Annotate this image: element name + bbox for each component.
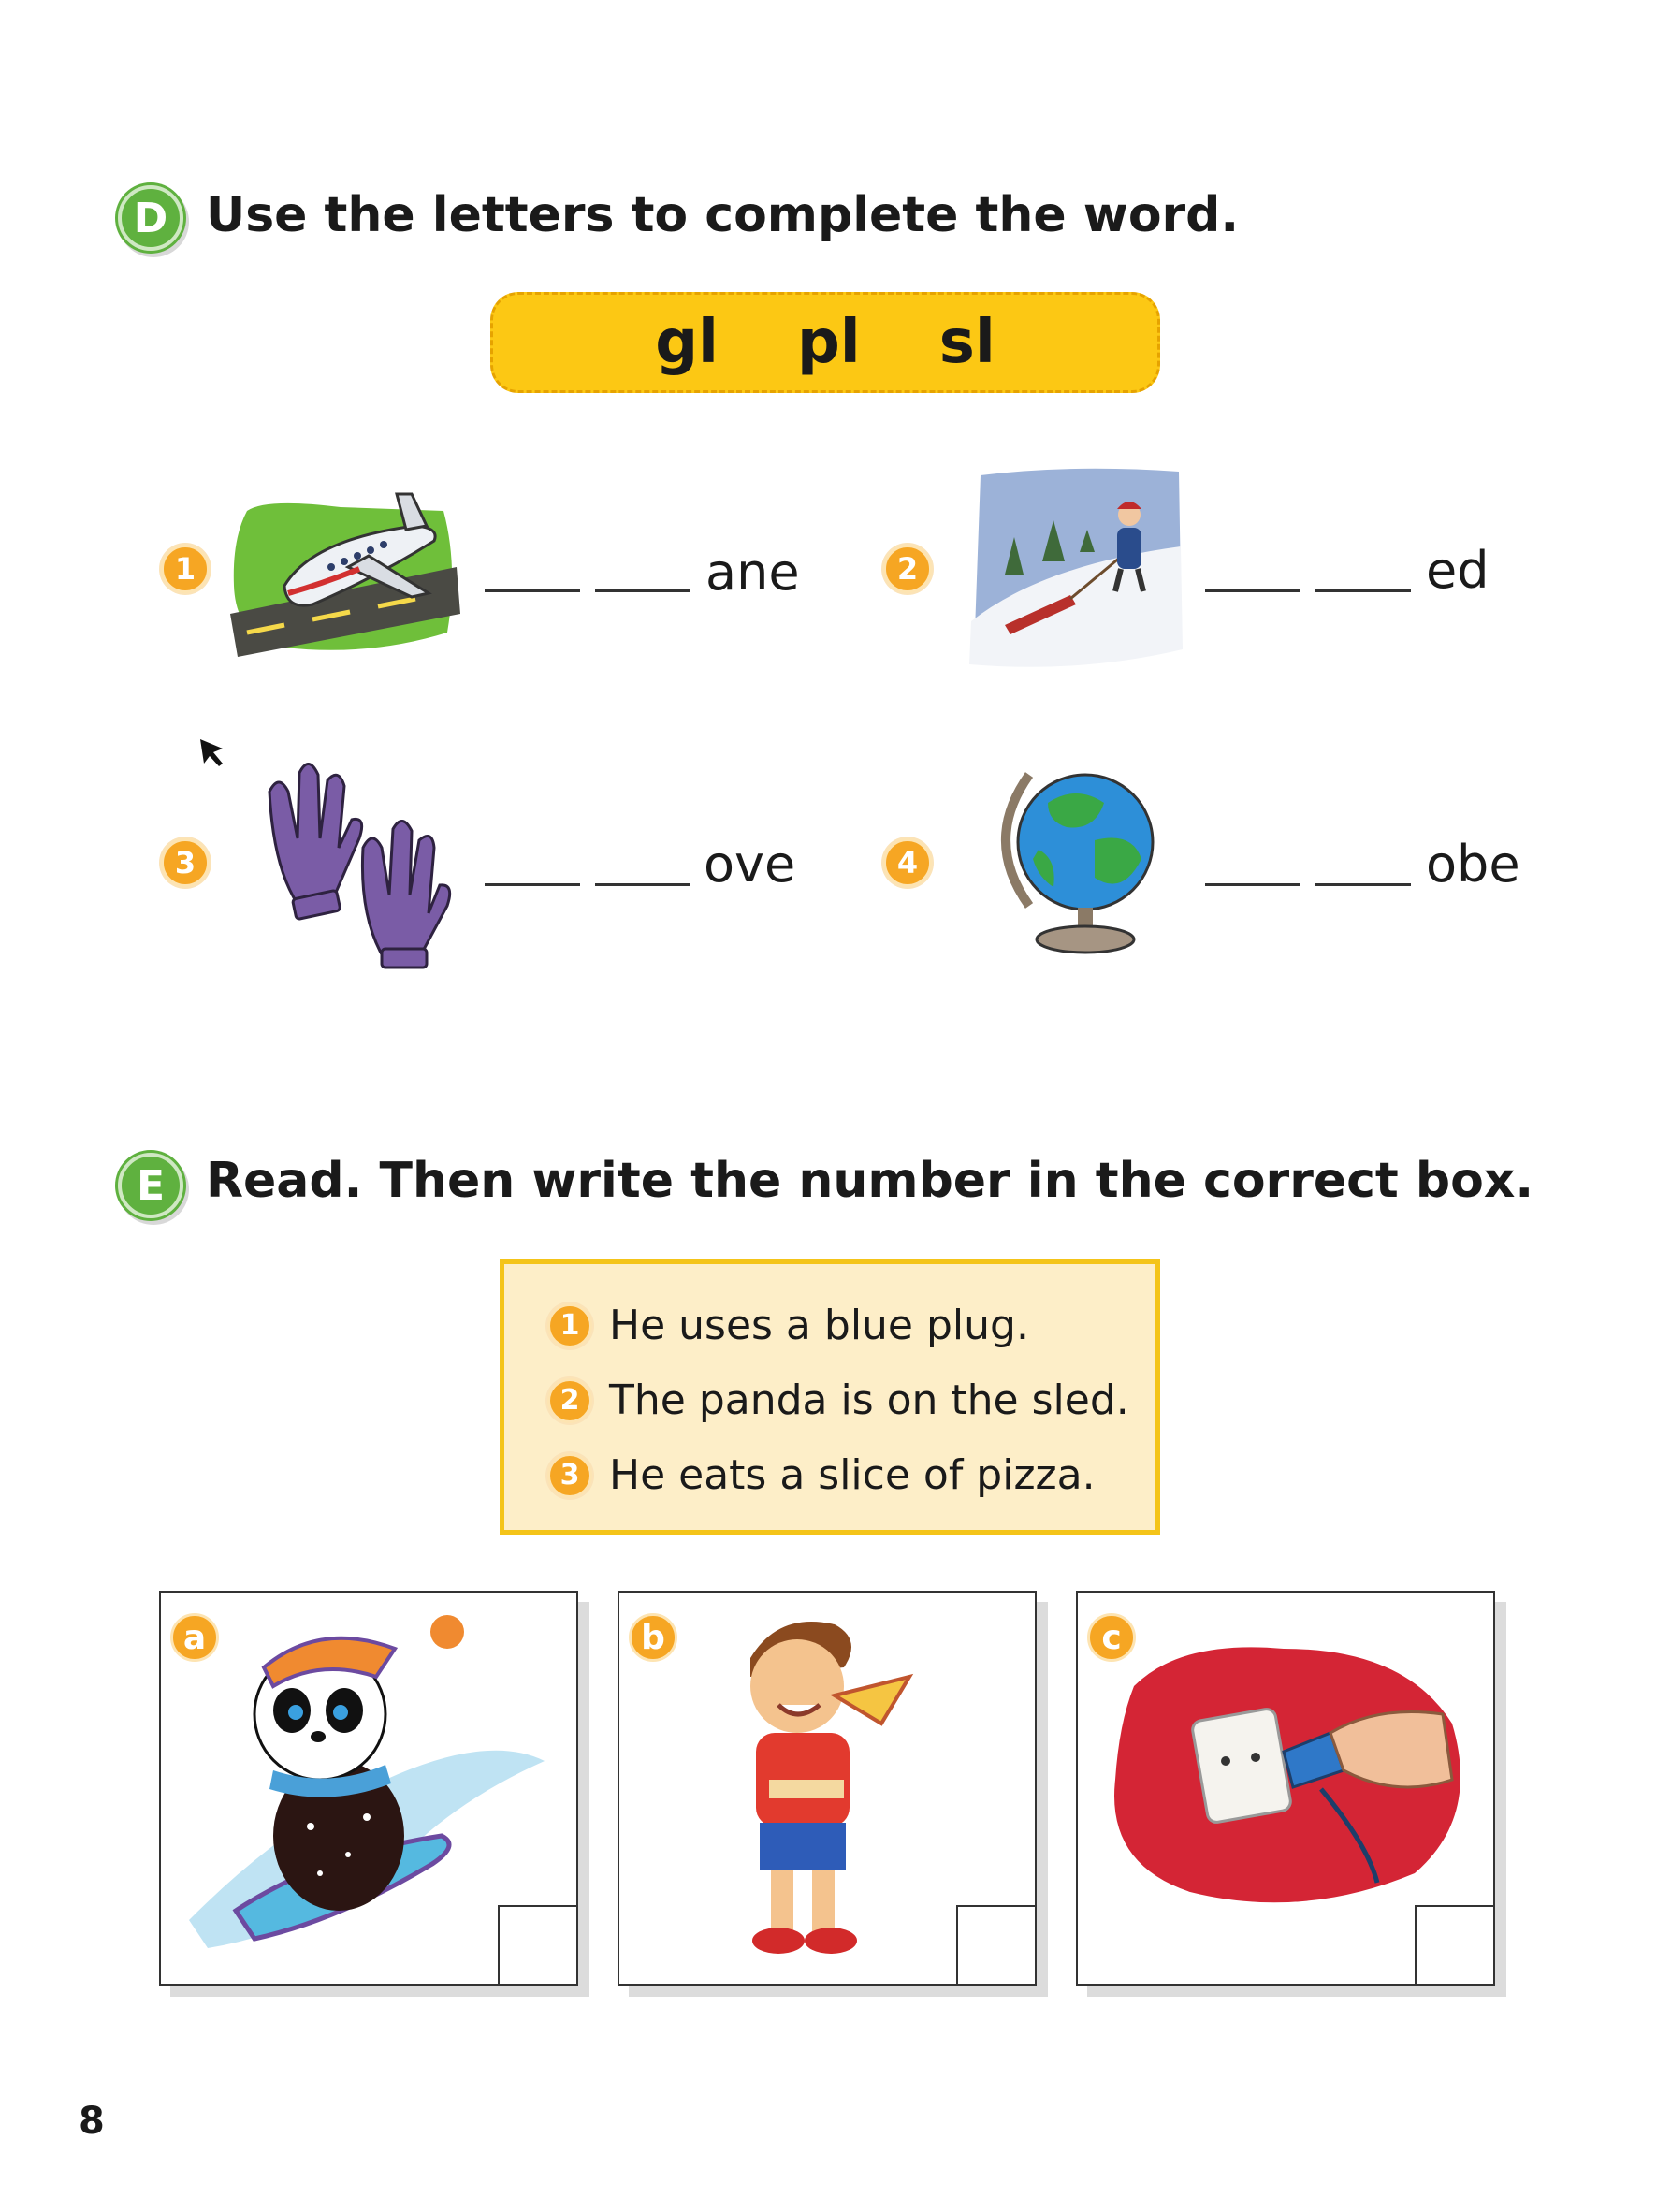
picture-card-a: [159, 1591, 578, 1986]
letter-blank[interactable]: [485, 589, 580, 592]
sentence-row: [547, 1302, 1029, 1349]
sentence-number-badge: 1: [547, 1303, 592, 1348]
globe-picture: [992, 756, 1160, 964]
gloves-picture: [241, 754, 457, 969]
letter-blank[interactable]: [1205, 883, 1300, 886]
item-number-badge: 3: [161, 838, 210, 887]
boy-pizza-picture: [722, 1611, 947, 1976]
card-label: a: [170, 1613, 219, 1662]
sentence-number-badge: 3: [547, 1453, 592, 1498]
letter-blank[interactable]: [1205, 589, 1300, 592]
answer-box[interactable]: [498, 1905, 578, 1986]
section-e-title: Read. Then write the number in the correct box.: [206, 1153, 1534, 1209]
sentence-text: The panda is on the sled.: [609, 1376, 1129, 1424]
letter-blank[interactable]: [595, 589, 690, 592]
sentence-row: [547, 1376, 1129, 1424]
letter-blank[interactable]: [1315, 883, 1411, 886]
sentence-text: He uses a blue plug.: [609, 1302, 1029, 1349]
answer-box[interactable]: [1415, 1905, 1495, 1986]
item-number-badge: 1: [161, 545, 210, 593]
answer-box[interactable]: [956, 1905, 1037, 1986]
item-number-badge: 2: [883, 545, 932, 593]
picture-card-c: [1076, 1591, 1495, 1986]
section-d-title: Use the letters to complete the word.: [206, 187, 1240, 243]
sentence-row: [547, 1451, 1096, 1499]
item-number-badge: 4: [883, 838, 932, 887]
card-label: b: [629, 1613, 677, 1662]
card-label: c: [1087, 1613, 1136, 1662]
letter-blank[interactable]: [1315, 589, 1411, 592]
airplane-picture: [228, 473, 462, 661]
word-ending: ove: [704, 835, 796, 894]
letter-bank: [490, 292, 1160, 393]
sled-picture: [967, 462, 1184, 674]
letter-blank[interactable]: [595, 883, 690, 886]
word-ending: ed: [1426, 541, 1489, 600]
section-e-badge: E: [118, 1153, 183, 1218]
letter-bank-item: sl: [938, 308, 995, 377]
letter-blank[interactable]: [485, 883, 580, 886]
sentence-text: He eats a slice of pizza.: [609, 1451, 1096, 1499]
mouse-pointer-icon: [196, 735, 230, 769]
sentence-box: [500, 1259, 1160, 1535]
page-number: 8: [79, 2100, 105, 2143]
word-ending: ane: [705, 543, 800, 602]
sentence-number-badge: 2: [547, 1378, 592, 1423]
word-ending: obe: [1426, 835, 1520, 894]
section-d-badge: D: [118, 185, 183, 251]
letter-bank-item: gl: [655, 308, 719, 377]
plug-picture: [1097, 1630, 1480, 1911]
letter-bank-item: pl: [796, 308, 861, 377]
picture-card-b: [618, 1591, 1037, 1986]
